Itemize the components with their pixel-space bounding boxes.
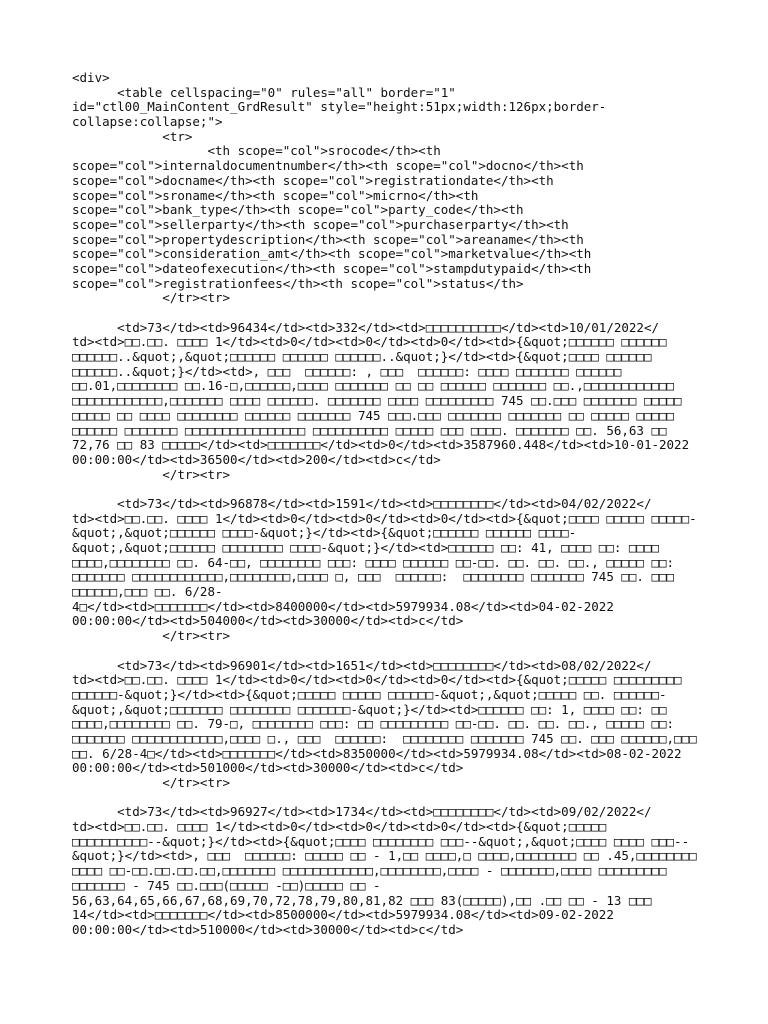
code-line: &quot;,&quot;□□□□□□ □□□□-&quot;}</td><td>{&quot;□□□□□□ □□□□□□ □□□□- (72, 526, 577, 541)
code-line: □□.01,□□□□□□□□ □□.16-□,□□□□□□,□□□□ □□□□□□□ □□ □□ □□□□□□ □□□□□□□ □□.,□□□□□□□□□□□□ (72, 379, 675, 394)
code-line: □□□□,□□□□□□□□ □□. 79-□, □□□□□□□□ □□□: □□ □□□□□□□□□ □□-□□. □□. □□. □□., □□□□□ □□: (72, 717, 675, 732)
code-line: □□□□□□□□□□--&quot;}</td><td>{&quot;□□□□ □□□□□□□□ □□□--&quot;,&quot;□□□□ □□□□ □□□-- (72, 834, 690, 849)
blank-line (72, 306, 762, 321)
code-line: <th scope="col">srocode</th><th (72, 144, 441, 159)
code-line: </tr><tr> (72, 776, 231, 790)
code-line: □□□□ □□-□□.□□.□□.□□,□□□□□□□ □□□□□□□□□□□□,□□□□□□□□,□□□□ - □□□□□□□,□□□□ □□□□□□□□□ (72, 864, 667, 879)
code-line: scope="col">propertydescription</th><th scope="col">areaname</th><th (72, 232, 584, 247)
code-line: collapse:collapse;"> (72, 115, 223, 130)
blank-line (72, 644, 762, 659)
code-line: &quot;,&quot;□□□□□□ □□□□□□□□ □□□□-&quot;}</td><td>□□□□□□ □□: 41, □□□□ □□: □□□□ (72, 541, 659, 555)
code-line: □□□□□□□ □□□□□□□□□□□□,□□□□□□□□,□□□□ □, □□□ □□□□□□: □□□□□□□□ □□□□□□□ 745 □□. □□□ (72, 570, 675, 585)
code-line: □□. 6/28-4□</td><td>□□□□□□□</td><td>8350000</td><td>5979934.08</td><td>08-02-2022 (72, 746, 682, 761)
code-line: scope="col">docname</th><th scope="col">registrationdate</th><th (72, 173, 554, 188)
code-line: <td>73</td><td>96878</td><td>1591</td><td>□□□□□□□□</td><td>04/02/2022</ (72, 496, 652, 511)
code-line: td><td>□□.□□. □□□□ 1</td><td>0</td><td>0</td><td>0</td><td>{&quot;□□□□□ (72, 820, 607, 835)
code-line: <div> (72, 71, 110, 85)
code-line: <td>73</td><td>96927</td><td>1734</td><td>□□□□□□□□</td><td>09/02/2022</ (72, 805, 652, 820)
code-line: 4□</td><td>□□□□□□□</td><td>8400000</td><td>5979934.08</td><td>04-02-2022 (72, 599, 614, 614)
code-line: td><td>□□.□□. □□□□ 1</td><td>0</td><td>0</td><td>0</td><td>{&quot;□□□□ □□□□□ □□□□□- (72, 511, 697, 526)
code-line: <tr> (72, 129, 193, 144)
code-line: □□□□□□..&quot;}</td><td>, □□□ □□□□□□: , □□□ □□□□□□: □□□□ □□□□□□□ □□□□□□ (72, 364, 622, 379)
code-line: </tr><tr> (72, 467, 231, 482)
code-line: &quot;}</td><td>, □□□ □□□□□□: □□□□□ □□ - 1,□□ □□□□,□ □□□□,□□□□□□□□ □□ .45,□□□□□□□□ (72, 849, 697, 864)
code-line: 00:00:00</td><td>36500</td><td>200</td><td>c</td> (72, 452, 441, 467)
code-line: scope="col">consideration_amt</th><th scope="col">marketvalue</th><th (72, 247, 592, 262)
code-line: td><td>□□.□□. □□□□ 1</td><td>0</td><td>0</td><td>0</td><td>{&quot;□□□□□ □□□□□□□□□ (72, 673, 682, 688)
code-line: 72,76 □□ 83 □□□□□</td><td>□□□□□□□</td><td>0</td><td>3587960.448</td><td>10-01-2022 (72, 438, 690, 453)
code-line: scope="col">sroname</th><th scope="col">micrno</th><th (72, 188, 479, 203)
code-line: &quot;,&quot;□□□□□□□ □□□□□□□□ □□□□□□□-&quot;}</td><td>□□□□□□ □□: 1, □□□□ □□: □□ (72, 702, 667, 717)
code-line: 56,63,64,65,66,67,68,69,70,72,78,79,80,81,82 □□□ 83(□□□□□),□□ .□□ □□ - 13 □□□ (72, 893, 652, 908)
code-line: 14</td><td>□□□□□□□</td><td>8500000</td><td>5979934.08</td><td>09-02-2022 (72, 908, 614, 923)
code-line: □□□□□□,□□□ □□. 6/28- (72, 585, 223, 600)
code-line: scope="col">bank_type</th><th scope="col">party_code</th><th (72, 203, 524, 218)
code-line: □□□□□□□□□□□□,□□□□□□□ □□□□ □□□□□□. □□□□□□□ □□□□ □□□□□□□□□ 745 □□.□□□ □□□□□□□ □□□□□ (72, 394, 682, 409)
code-line: scope="col">sellerparty</th><th scope="col">purchaserparty</th><th (72, 217, 569, 232)
code-line: td><td>□□.□□. □□□□ 1</td><td>0</td><td>0</td><td>0</td><td>{&quot;□□□□□□ □□□□□□ (72, 335, 667, 350)
blank-line (72, 791, 762, 806)
code-line: </tr><tr> (72, 629, 231, 644)
code-line: <td>73</td><td>96434</td><td>332</td><td>□□□□□□□□□□</td><td>10/01/2022</ (72, 320, 659, 335)
code-line: □□□□,□□□□□□□□ □□. 64-□□, □□□□□□□□ □□□: □□□□ □□□□□□ □□-□□. □□. □□. □□., □□□□□ □□: (72, 555, 675, 570)
code-line: □□□□□□□ - 745 □□.□□□(□□□□□ -□□)□□□□□ □□ - (72, 878, 381, 893)
code-line: □□□□□□ □□□□□□□ □□□□□□□□□□□□□□□□ □□□□□□□□□□ □□□□□ □□□ □□□□. □□□□□□□ □□. 56,63 □□ (72, 423, 667, 438)
code-line: □□□□□□□ □□□□□□□□□□□□,□□□□ □., □□□ □□□□□□: □□□□□□□□ □□□□□□□ 745 □□. □□□ □□□□□□,□□□ (72, 731, 697, 746)
code-line: <td>73</td><td>96901</td><td>1651</td><td>□□□□□□□□</td><td>08/02/2022</ (72, 658, 652, 673)
blank-line (72, 482, 762, 497)
code-line: 00:00:00</td><td>501000</td><td>30000</td><td>c</td> (72, 761, 464, 776)
code-line: 00:00:00</td><td>504000</td><td>30000</td><td>c</td> (72, 614, 464, 629)
code-line: 00:00:00</td><td>510000</td><td>30000</td><td>c</td> (72, 922, 464, 937)
code-line: □□□□□□..&quot;,&quot;□□□□□□ □□□□□□ □□□□□□..&quot;}</td><td>{&quot;□□□□ □□□□□□ (72, 350, 652, 365)
html-source-text (72, 71, 762, 938)
code-line: scope="col">dateofexecution</th><th scope="col">stampdutypaid</th><th (72, 261, 592, 276)
code-line: <table cellspacing="0" rules="all" border="1" (72, 85, 456, 100)
code-line: id="ctl00_MainContent_GrdResult" style="height:51px;width:126px;border- (72, 100, 607, 115)
code-line: scope="col">internaldocumentnumber</th><th scope="col">docno</th><th (72, 159, 584, 174)
code-line: scope="col">registrationfees</th><th scope="col">status</th> (72, 276, 524, 291)
code-line: □□□□□ □□ □□□□ □□□□□□□□ □□□□□□ □□□□□□□ 745 □□□.□□□ □□□□□□□ □□□□□□□ □□ □□□□□ □□□□□ (72, 408, 675, 423)
code-line: </tr><tr> (72, 291, 231, 306)
code-line: □□□□□□-&quot;}</td><td>{&quot;□□□□□ □□□□□ □□□□□□-&quot;,&quot;□□□□□ □□. □□□□□□- (72, 687, 667, 702)
